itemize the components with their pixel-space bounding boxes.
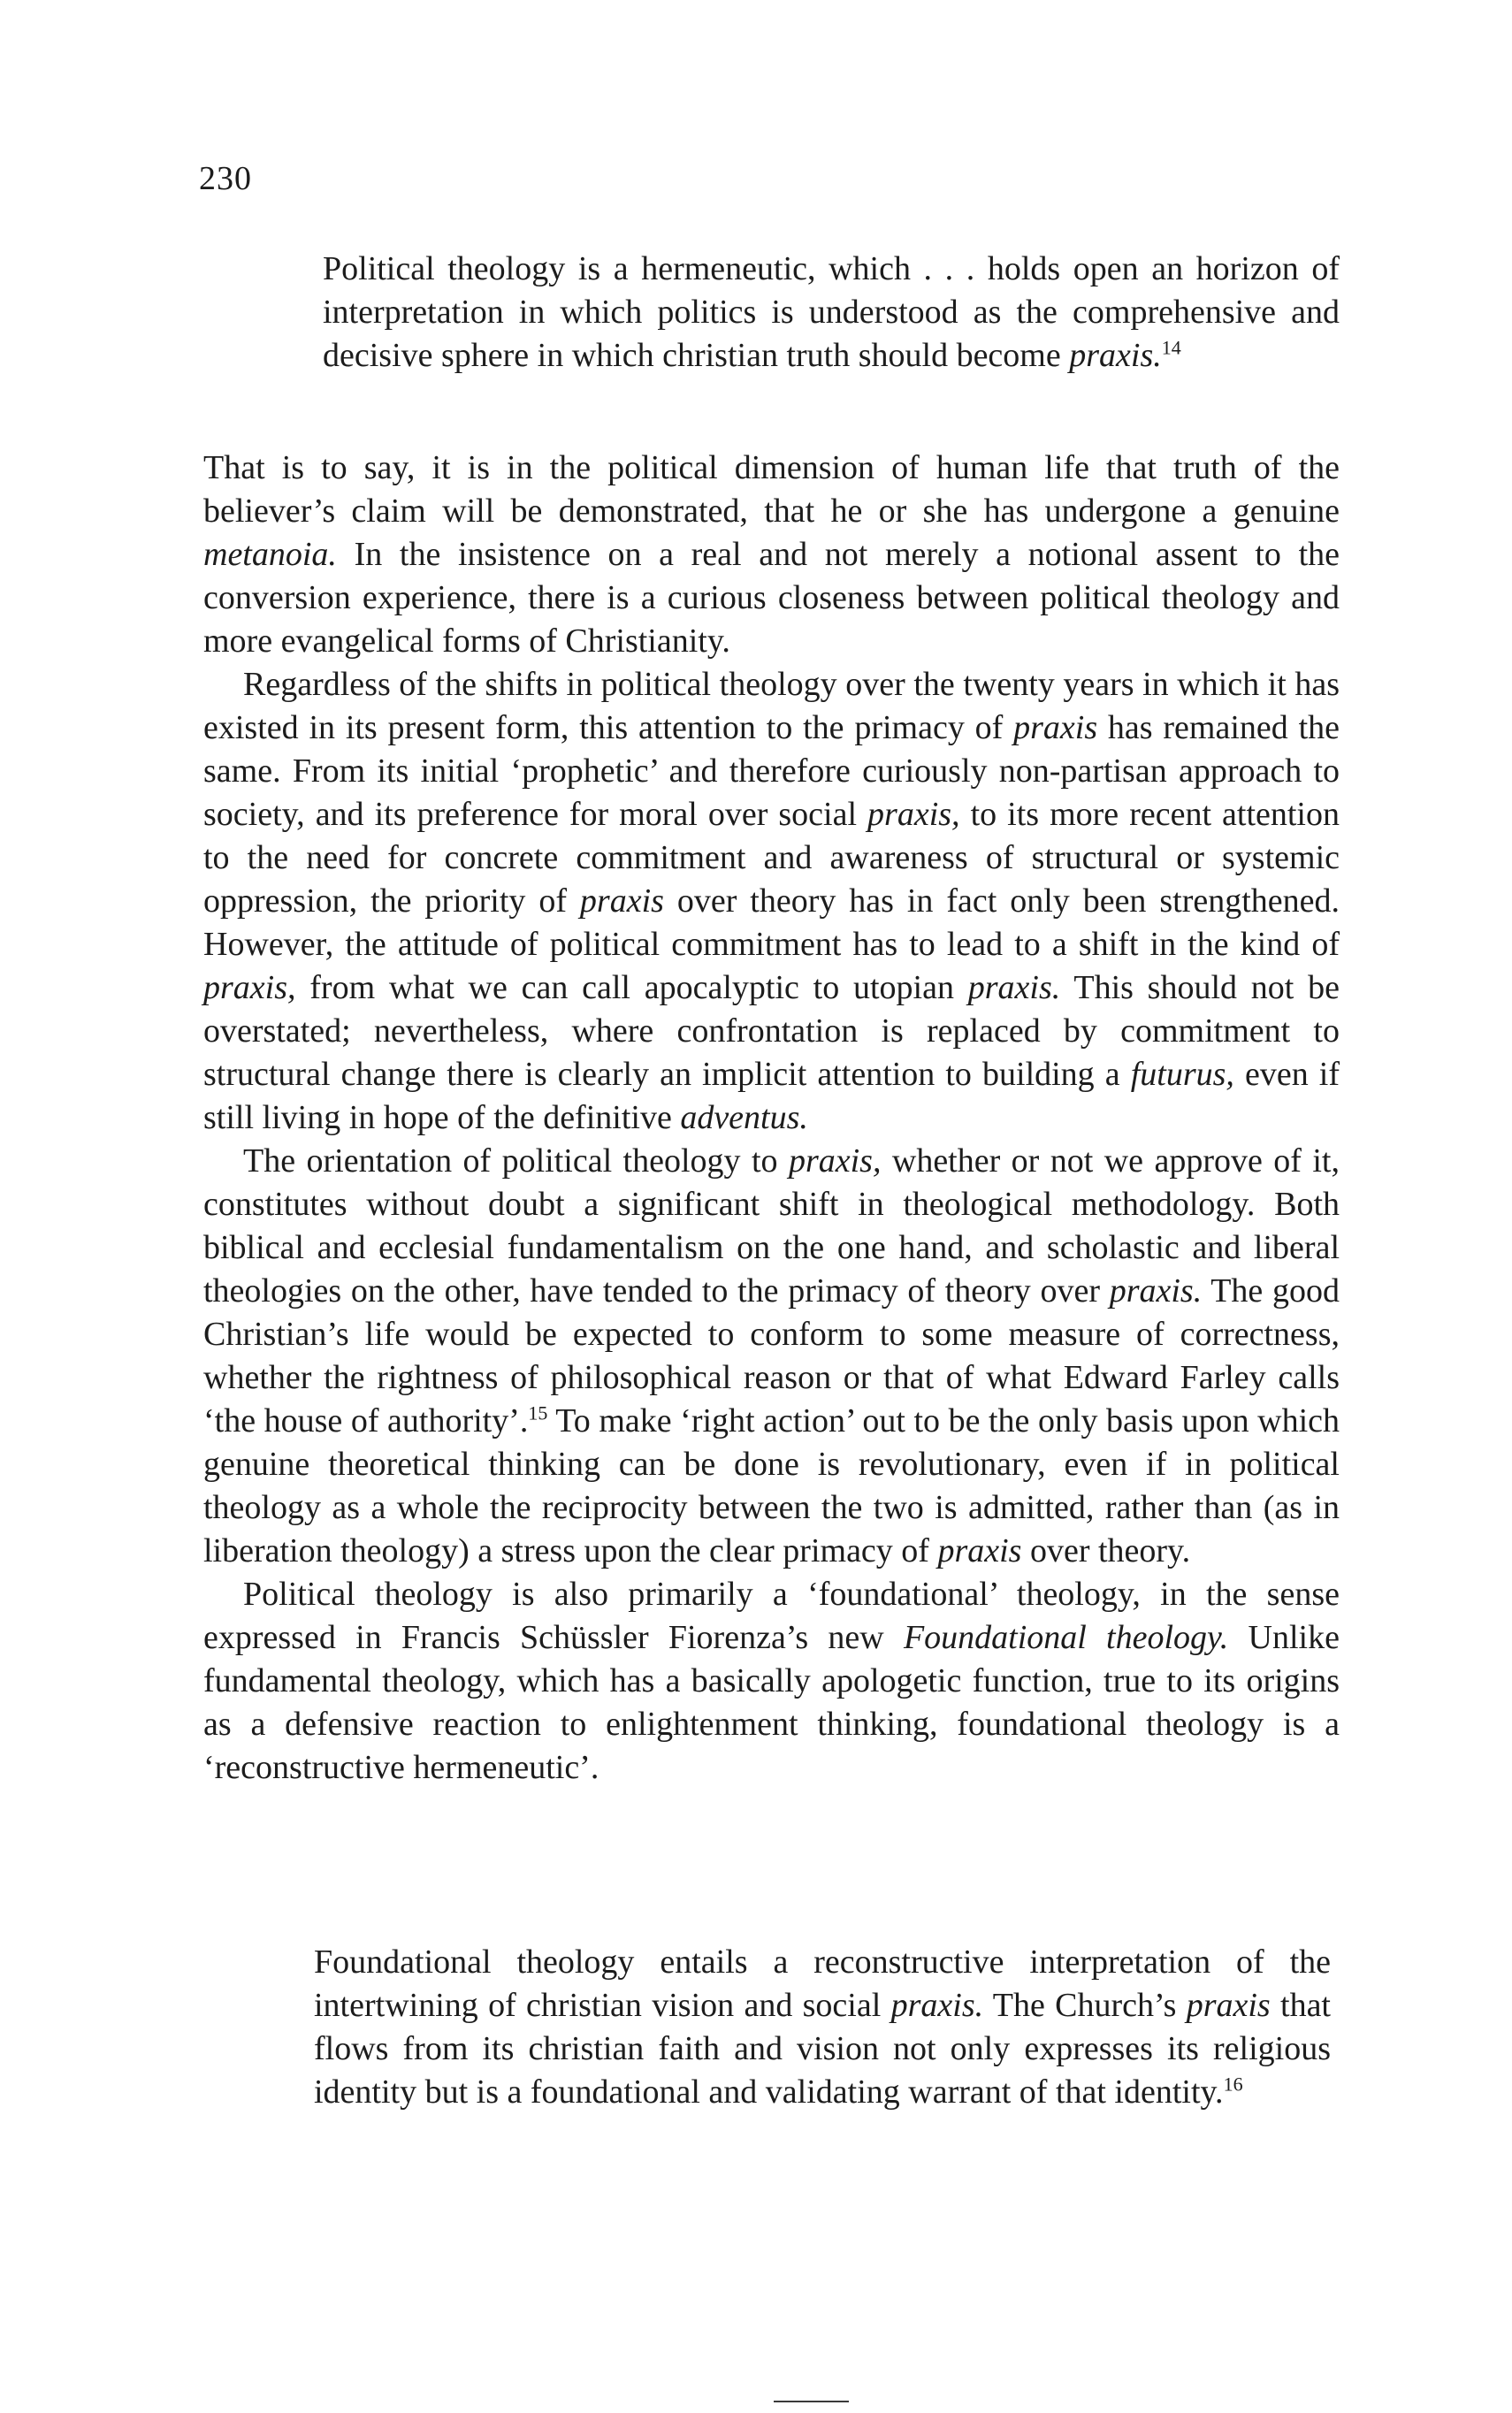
- text-run: This should not be overstated; nevertheless, where confrontation is replaced by commitment to structural change there is clearly an implicit attention to building a: [203, 969, 1340, 1093]
- quote-text: Political theology is a hermeneutic, which . . . holds open an horizon of interpretation in which politics is understood as the comprehensive and decisive sphere in which christian truth should become: [323, 250, 1340, 374]
- quote-text: The Church’s: [983, 1987, 1187, 2024]
- paragraph-2: [203, 663, 1340, 1140]
- italic-term: praxis.: [1109, 1272, 1203, 1310]
- footnote-ref-14: 14: [1161, 336, 1181, 359]
- italic-term: praxis.: [1069, 337, 1162, 374]
- footnote-rule: [774, 2401, 849, 2402]
- text-run: Political theology is also primarily a ‘foundational’ theology, in the sense expressed in Francis Schüssler Fiorenza’s new: [203, 1576, 1340, 1656]
- text-run: Unlike fundamental theology, which has a basically apologetic function, true to its origins as a defensive reaction to enlightenment thinking, foundational theology is a ‘reconstructive hermeneutic’.: [203, 1619, 1340, 1786]
- text-run: over theory.: [1021, 1532, 1191, 1569]
- body-text: [203, 447, 1340, 1790]
- paragraph-3: [203, 1140, 1340, 1573]
- text-run: has remained the same. From its initial ‘prophetic’ and therefore curiously non-partisan approach to society, and its preference for moral over social: [203, 709, 1340, 833]
- italic-term: praxis: [1013, 709, 1098, 746]
- quote-text: that flows from its christian faith and vision not only expresses its religious identity but is a foundational and validating warrant of that identity.: [314, 1987, 1331, 2111]
- italic-title: Foundational theology.: [903, 1619, 1229, 1656]
- paragraph-1: [203, 447, 1340, 663]
- italic-term: metanoia.: [203, 536, 337, 573]
- italic-term: praxis,: [788, 1142, 882, 1180]
- block-quote-metz: [323, 248, 1340, 378]
- italic-term: praxis.: [890, 1987, 984, 2024]
- text-run: whether or not we approve of it, constitutes without doubt a significant shift in theological methodology. Both biblical and ecclesial fundamentalism on the one hand, and scholastic and liberal theologies on the other, have tended to the primacy of theory over: [203, 1142, 1340, 1310]
- italic-term: praxis: [579, 882, 664, 920]
- footnote-ref-16: 16: [1223, 2073, 1243, 2096]
- text-run: from what we can call apocalyptic to utopian: [295, 969, 968, 1006]
- text-run: To make ‘right action’ out to be the only basis upon which genuine theoretical thinking can be done is revolutionary, even if in political theology as a whole the reciprocity between the two is admitted, rather than (as in liberation theology) a stress upon the clear primacy of: [203, 1402, 1340, 1569]
- text-run: The good Christian’s life would be expected to conform to some measure of correctness, whether the rightness of philosophical reason or that of what Edward Farley calls ‘the house of authority’.: [203, 1272, 1340, 1439]
- text-run: over theory has in fact only been strengthened. However, the attitude of political commitment has to lead to a shift in the kind of: [203, 882, 1340, 963]
- italic-term: adventus.: [680, 1099, 808, 1136]
- paragraph-4: [203, 1573, 1340, 1790]
- text-run: even if still living in hope of the definitive: [203, 1056, 1340, 1136]
- italic-term: praxis.: [967, 969, 1061, 1006]
- italic-term: futurus,: [1130, 1056, 1234, 1093]
- italic-term: praxis,: [867, 796, 960, 833]
- text-run: to its more recent attention to the need for concrete commitment and awareness of structural or systemic oppression, the priority of: [203, 796, 1340, 920]
- block-quote-fiorenza: [314, 1941, 1331, 2114]
- quote-text: Foundational theology entails a reconstructive interpretation of the intertwining of christian vision and social: [314, 1943, 1331, 2024]
- text-run: In the insistence on a real and not merely a notional assent to the conversion experience, there is a curious closeness between political theology and more evangelical forms of Christianity.: [203, 536, 1340, 660]
- text-run: That is to say, it is in the political dimension of human life that truth of the believer’s claim will be demonstrated, that he or she has undergone a genuine: [203, 449, 1340, 530]
- text-run: Regardless of the shifts in political theology over the twenty years in which it has existed in its present form, this attention to the primacy of: [203, 666, 1340, 746]
- italic-term: praxis,: [203, 969, 296, 1006]
- italic-term: praxis: [937, 1532, 1022, 1569]
- footnote-ref-15: 15: [528, 1401, 548, 1424]
- italic-term: praxis: [1186, 1987, 1271, 2024]
- text-run: The orientation of political theology to: [243, 1142, 789, 1180]
- page-number: 230: [199, 160, 252, 197]
